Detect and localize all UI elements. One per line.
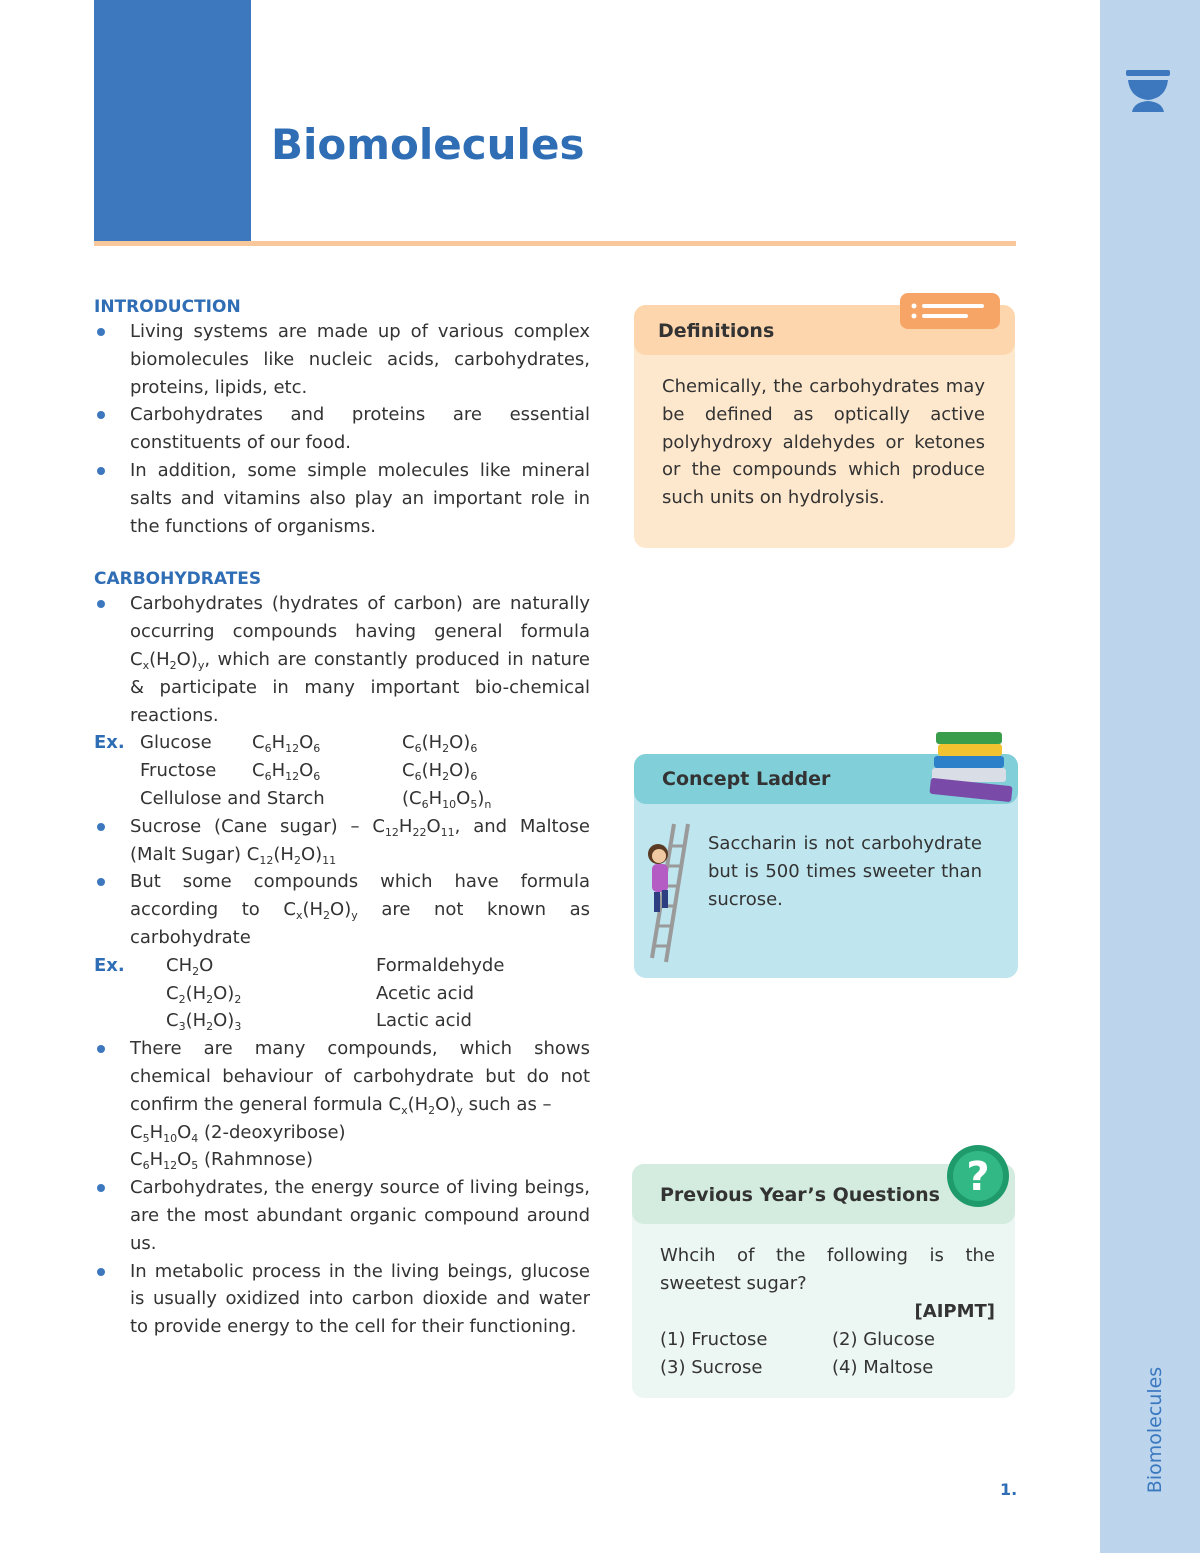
- list-item: But some compounds which have formula according to $C_x(H_2O)_y$ are not known as carbohydrate: [94, 868, 590, 951]
- option-item: (3) Sucrose: [660, 1356, 763, 1378]
- list-item: There are many compounds, which shows chemical behaviour of carbohydrate but do not confirm the general formula $C_x(H_2O)_y$ such as – $C_5H_{10}O_4$ (2-deoxyribose) $C_6H_{12}O_5$ (Rahmnose): [94, 1035, 590, 1174]
- pyq-source-tag: [AIPMT]: [914, 1301, 995, 1322]
- svg-text:?: ?: [966, 1154, 990, 1200]
- example-formula: $C_6H_{12}O_6$: [252, 760, 321, 784]
- definitions-text: Chemically, the carbohydrates may be defined as optically active polyhydroxy aldehydes or ketones or the compounds which produce such units on hydrolysis.: [662, 376, 985, 509]
- books-icon: [926, 728, 1018, 808]
- list-item: In addition, some simple molecules like mineral salts and vitamins also play an important role in the functions of organisms.: [94, 457, 590, 540]
- pyq-question: Whcih of the following is the sweetest sugar?: [660, 1245, 995, 1294]
- list-item: Living systems are made up of various complex biomolecules like nucleic acids, carbohydrates, proteins, lipids, etc.: [94, 318, 590, 401]
- pyq-title: Previous Year’s Questions: [660, 1184, 940, 1206]
- side-strip: [1100, 0, 1200, 1553]
- main-column: [94, 296, 590, 1341]
- list-item: In metabolic process in the living beings, glucose is usually oxidized into carbon dioxide and water to provide energy to the cell for their functioning.: [94, 1258, 590, 1341]
- example-name: Acetic acid: [376, 982, 474, 1004]
- definitions-box: [634, 305, 1015, 548]
- example-name: Cellulose and Starch: [140, 787, 325, 809]
- concept-ladder-title: Concept Ladder: [662, 768, 831, 790]
- option-item: (2) Glucose: [832, 1329, 935, 1350]
- example-name: Fructose: [140, 760, 217, 782]
- example-formula: $C_2(H_2O)_2$: [166, 982, 242, 1006]
- side-chapter-label: Biomolecules: [1144, 1366, 1166, 1494]
- example-general-formula: $C_6(H_2O)_6$: [402, 732, 478, 756]
- example-table-carbohydrates: [94, 729, 590, 812]
- example-name: Formaldehyde: [376, 954, 505, 976]
- title-rule: [94, 241, 1016, 246]
- example-formula: $C_3(H_2O)_3$: [166, 1010, 242, 1034]
- page-number: 1.: [1000, 1480, 1018, 1499]
- example-name: Lactic acid: [376, 1010, 472, 1032]
- example-label: Ex.: [94, 954, 125, 976]
- list-icon: [900, 293, 1000, 331]
- girl-on-ladder-icon: [640, 818, 696, 966]
- option-item: (4) Maltose: [832, 1356, 934, 1378]
- title-accent-block: [94, 0, 251, 242]
- intro-list: [94, 318, 590, 540]
- example-label: Ex.: [94, 732, 125, 754]
- brand-logo-icon: [1122, 68, 1174, 112]
- example-table-non-carbohydrates: [94, 952, 590, 1035]
- carbohydrates-heading: CARBOHYDRATES: [94, 569, 262, 590]
- list-item: Carbohydrates and proteins are essential constituents of our food.: [94, 401, 590, 457]
- list-item: Carbohydrates, the energy source of living beings, are the most abundant organic compound around us.: [94, 1174, 590, 1257]
- example-general-formula: $(C_6H_{10}O_5)_n$: [402, 787, 492, 811]
- option-item: (1) Fructose: [660, 1329, 768, 1350]
- list-item: Sucrose (Cane sugar) – $C_{12}H_{22}O_{11}$, and Maltose (Malt Sugar) $C_{12}(H_2O)_{11}$: [94, 813, 590, 869]
- page-title: Biomolecules: [271, 120, 585, 169]
- pyq-options: [660, 1326, 995, 1382]
- carbohydrates-list: [94, 590, 590, 729]
- example-formula: $C_6H_{12}O_6$: [252, 732, 321, 756]
- example-formula: $CH_2O$: [166, 954, 214, 978]
- intro-heading: INTRODUCTION: [94, 297, 241, 317]
- definitions-title: Definitions: [658, 320, 775, 342]
- carbohydrates-list-3: [94, 1035, 590, 1341]
- example-name: Glucose: [140, 732, 212, 754]
- concept-ladder-text: Saccharin is not carbohydrate but is 500 times sweeter than sucrose.: [708, 833, 982, 910]
- question-mark-icon: [946, 1144, 1010, 1208]
- list-item: Carbohydrates (hydrates of carbon) are naturally occurring compounds having general formula $C_x(H_2O)_y$, which are constantly produced in nature & participate in many important bio-chemical reactions.: [94, 590, 590, 729]
- example-general-formula: $C_6(H_2O)_6$: [402, 760, 478, 784]
- carbohydrates-list-2: [94, 813, 590, 952]
